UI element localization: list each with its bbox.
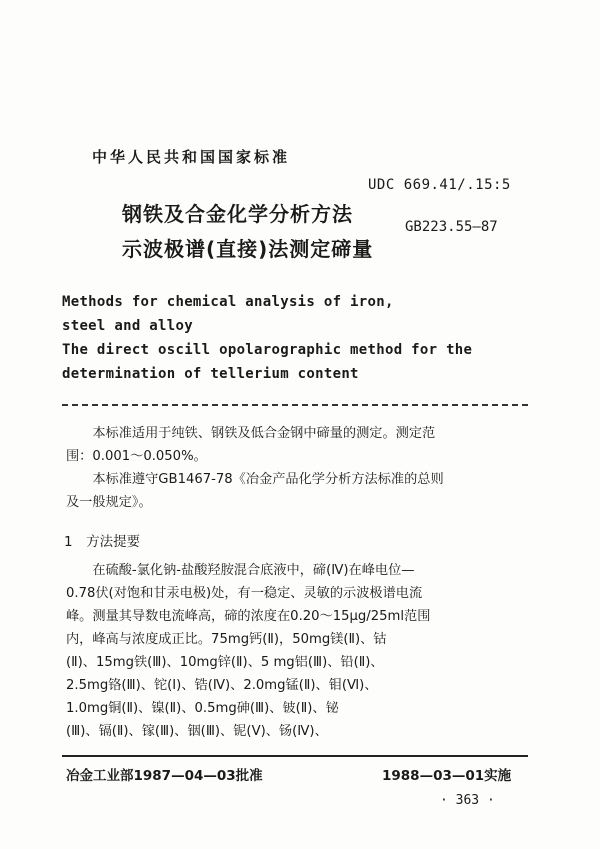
approval-date: 冶金工业部1987—04—03批准 <box>66 768 263 784</box>
title-en-line-3: The direct oscill opolarographic method for the <box>62 342 473 358</box>
title-cn-line-1: 钢铁及合金化学分析方法 <box>122 202 353 226</box>
scope-paragraph <box>66 422 526 468</box>
title-en-line-1: Methods for chemical analysis of iron, <box>62 294 394 310</box>
title-en-line-4: determination of tellerium content <box>62 366 359 382</box>
page-number: · 363 · <box>440 793 495 808</box>
footer-divider <box>62 755 528 757</box>
section-1-line: 1.0mg铜(Ⅱ)、镍(Ⅱ)、0.5mg砷(Ⅲ)、铍(Ⅱ)、铋 <box>66 701 339 716</box>
title-en-line-2: steel and alloy <box>62 318 193 334</box>
scope-line: 本标准适用于纯铁、钢铁及低合金钢中碲量的测定。测定范 <box>66 426 436 441</box>
section-1-heading: 1 方法提要 <box>64 534 141 550</box>
compliance-paragraph <box>66 468 526 514</box>
section-1-line: (Ⅱ)、15mg铁(Ⅲ)、10mg锌(Ⅱ)、5 mg铝(Ⅲ)、铅(Ⅱ)、 <box>66 655 384 670</box>
country-standard-label: 中华人民共和国国家标准 <box>92 148 291 166</box>
section-1-line: 内，峰高与浓度成正比。75mg钙(Ⅱ)，50mg镁(Ⅱ)、钴 <box>66 632 387 647</box>
udc-code: UDC 669.41/.15:5 <box>368 177 511 193</box>
section-1-line: 在硫酸-氯化钠-盐酸羟胺混合底液中，碲(Ⅳ)在峰电位— <box>66 563 415 578</box>
section-1-line: 峰。测量其导数电流峰高，碲的浓度在0.20～15μg/25ml范围 <box>66 609 431 624</box>
compliance-line: 本标准遵守GB1467-78《冶金产品化学分析方法标准的总则 <box>66 472 444 487</box>
section-1-line: 0.78伏(对饱和甘汞电极)处，有一稳定、灵敏的示波极谱电流 <box>66 586 423 601</box>
section-1-line: 2.5mg铬(Ⅲ)、铊(Ⅰ)、锆(Ⅳ)、2.0mg锰(Ⅱ)、钼(Ⅵ)、 <box>66 678 378 693</box>
implementation-date: 1988—03—01实施 <box>382 768 512 784</box>
gb-standard-number: GB223.55—87 <box>405 219 498 235</box>
section-1-paragraph <box>66 559 526 743</box>
compliance-line: 及一般规定》。 <box>66 495 152 510</box>
title-cn-line-2: 示波极谱(直接)法测定碲量 <box>122 237 374 261</box>
section-1-line: (Ⅲ)、镉(Ⅱ)、镓(Ⅲ)、铟(Ⅲ)、铌(Ⅴ)、钖(Ⅳ)、 <box>66 724 328 739</box>
scope-line: 围：0.001～0.050%。 <box>66 449 207 464</box>
header-divider <box>62 404 528 406</box>
